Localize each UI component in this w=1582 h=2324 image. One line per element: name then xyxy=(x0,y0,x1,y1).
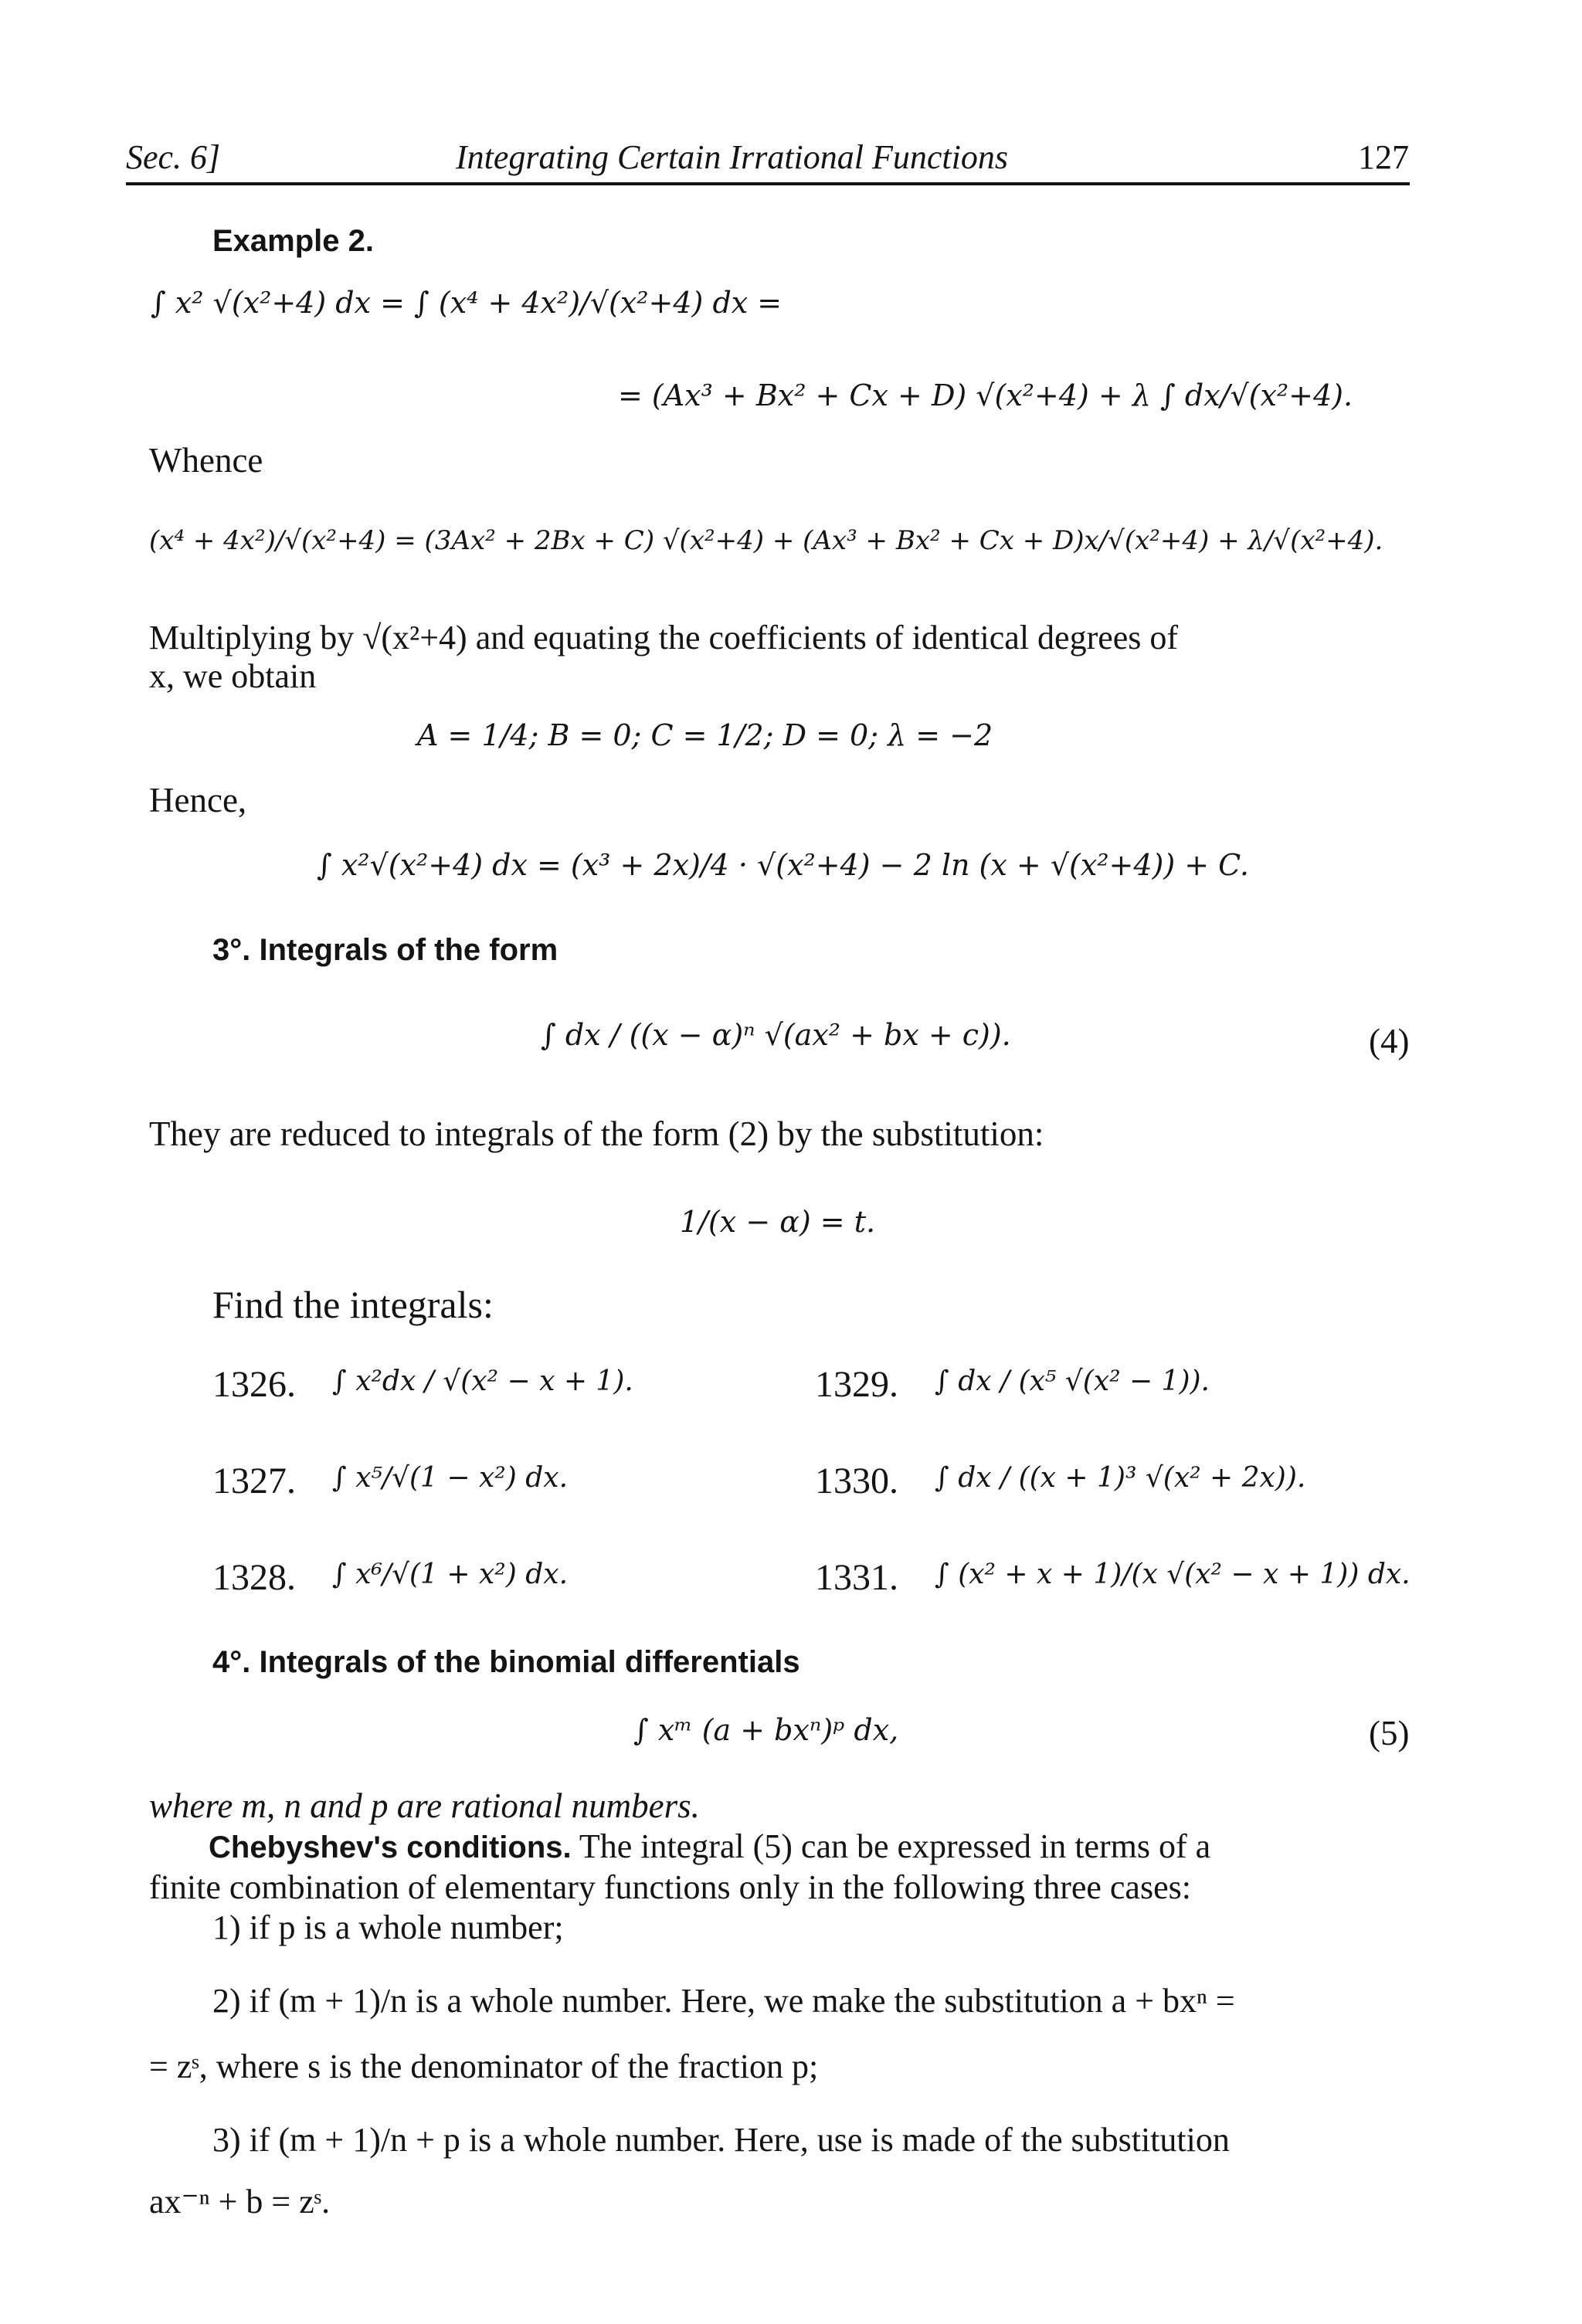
page-number: 127 xyxy=(1358,138,1409,176)
problem-number: 1330. xyxy=(815,1461,898,1501)
equation-number-4: (4) xyxy=(1369,1022,1410,1060)
coefficient-values: A = 1/4; B = 0; C = 1/2; D = 0; λ = −2 xyxy=(417,718,993,752)
hence-word: Hence, xyxy=(149,781,247,819)
header-rule xyxy=(126,182,1410,185)
problem-expression: ∫ x⁵/√(1 − x²) dx. xyxy=(332,1462,569,1494)
problems-heading: Find the integrals: xyxy=(212,1283,494,1326)
reduction-text: They are reduced to integrals of the form (2) by the substitution: xyxy=(149,1115,1044,1153)
problem-expression: ∫ dx / ((x + 1)³ √(x² + 2x)). xyxy=(935,1462,1306,1494)
multiply-text-line2: x, we obtain xyxy=(149,657,317,695)
chebyshev-title: Chebyshev's conditions. xyxy=(209,1830,572,1864)
problem-number: 1326. xyxy=(212,1364,296,1405)
whence-word: Whence xyxy=(149,441,263,480)
problem-number: 1327. xyxy=(212,1461,296,1501)
problem-expression: ∫ x²dx / √(x² − x + 1). xyxy=(332,1366,633,1397)
problem-expression: ∫ (x² + x + 1)/(x √(x² − x + 1)) dx. xyxy=(935,1559,1411,1590)
problem-expression: ∫ x⁶/√(1 + x²) dx. xyxy=(332,1559,569,1590)
case-3-line2: ax⁻ⁿ + b = zˢ. xyxy=(149,2183,331,2221)
substitution-formula: 1/(x − α) = t. xyxy=(680,1205,876,1239)
case-2-line2: = zˢ, where s is the denominator of the fraction p; xyxy=(149,2047,819,2085)
chebyshev-text: The integral (5) can be expressed in terms of a xyxy=(571,1827,1211,1865)
problem-expression: ∫ dx / (x⁵ √(x² − 1)). xyxy=(935,1366,1210,1397)
case-1: 1) if p is a whole number; xyxy=(212,1908,564,1946)
result-equation: ∫ x²√(x²+4) dx = (x³ + 2x)/4 · √(x²+4) − 2 ln (x + √(x²+4)) + C. xyxy=(317,848,1249,882)
section-4-heading: 4°. Integrals of the binomial differentials xyxy=(212,1645,800,1679)
section-3-heading: 3°. Integrals of the form xyxy=(212,933,558,967)
equation-1: ∫ x² √(x²+4) dx = ∫ (x⁴ + 4x²)/√(x²+4) dx = xyxy=(151,286,783,320)
multiply-text-line1: Multiplying by √(x²+4) and equating the coefficients of identical degrees of xyxy=(149,619,1179,656)
case-3-line1: 3) if (m + 1)/n + p is a whole number. Here, use is made of the substitution xyxy=(212,2121,1230,2159)
example-heading: Example 2. xyxy=(212,224,375,258)
chebyshev-line2: finite combination of elementary functions only in the following three cases: xyxy=(149,1868,1191,1906)
equation-number-5: (5) xyxy=(1369,1714,1410,1752)
formula-4: ∫ dx / ((x − α)ⁿ √(ax² + bx + c)). xyxy=(541,1018,1011,1052)
case-2-line1: 2) if (m + 1)/n is a whole number. Here, we make the substitution a + bxⁿ = xyxy=(212,1982,1235,2020)
problem-number: 1328. xyxy=(212,1557,296,1598)
running-title: Integrating Certain Irrational Functions xyxy=(456,138,1008,176)
formula-5: ∫ xᵐ (a + bxⁿ)ᵖ dx, xyxy=(633,1713,899,1747)
chebyshev-line1 xyxy=(209,1827,1210,1866)
section-reference: Sec. 6] xyxy=(126,138,221,176)
problem-number: 1331. xyxy=(815,1557,898,1598)
equation-2: = (Ax³ + Bx² + Cx + D) √(x²+4) + λ ∫ dx/√(x²+4). xyxy=(618,378,1353,412)
equation-3: (x⁴ + 4x²)/√(x²+4) = (3Ax² + 2Bx + C) √(x²+4) + (Ax³ + Bx² + Cx + D)x/√(x²+4) + λ/√(x²+4). xyxy=(149,525,1383,556)
problem-number: 1329. xyxy=(815,1364,898,1405)
where-statement: where m, n and p are rational numbers. xyxy=(149,1786,700,1825)
